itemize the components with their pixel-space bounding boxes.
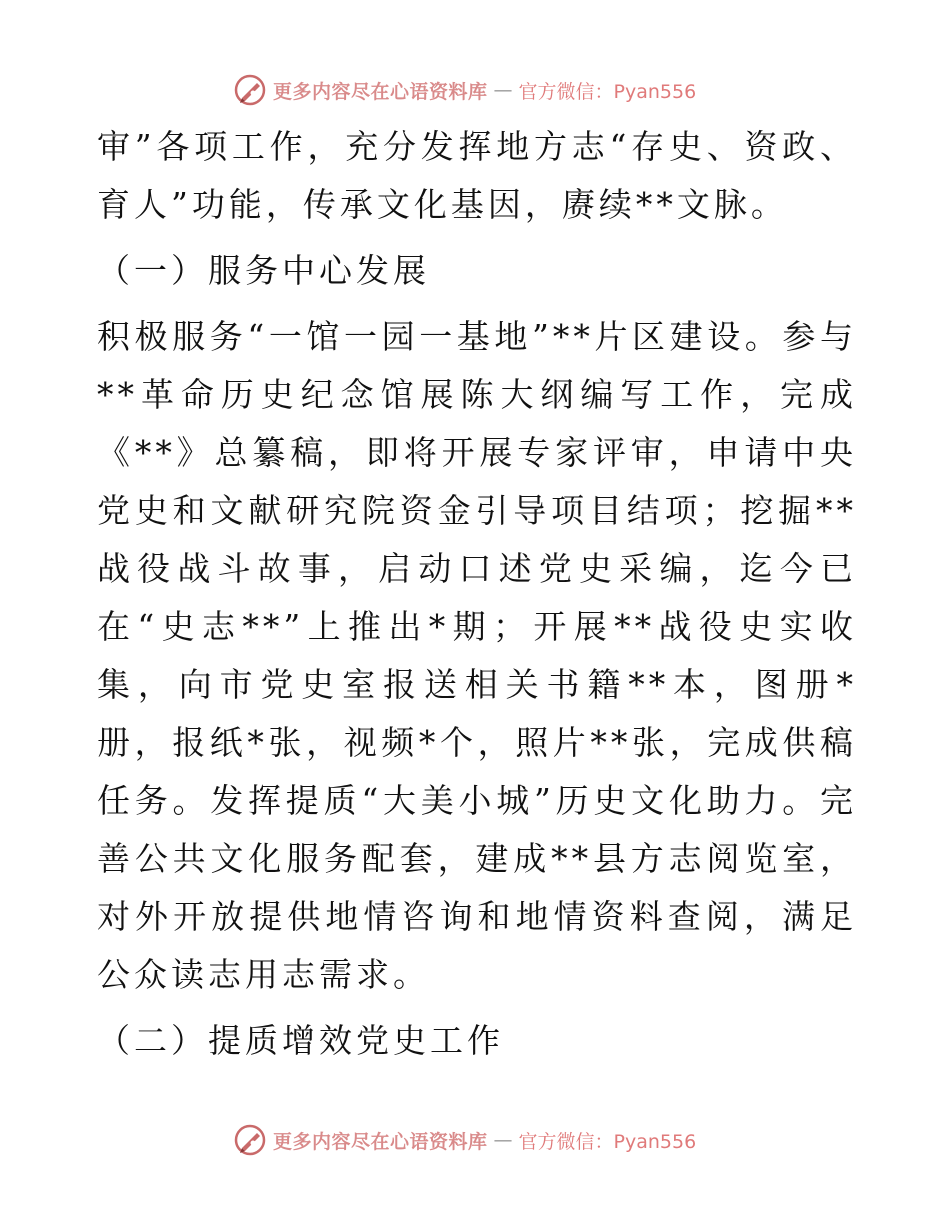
watermark-separator: — — [493, 79, 513, 101]
section-heading-1: （一）服务中心发展 — [97, 251, 430, 290]
paragraph-service: 积极服务“一馆一园一基地”**片区建设。参与**革命历史纪念馆展陈大纲编写工作，完成《**》总纂稿，即将开展专家评审，申请中央党史和文献研究院资金引导项目结项；挖掘**战役战斗故事，启动口述党史采编，迄今已在“史志**”上推出*期；开展**战役史实收集，向市党史室报送相关书籍**本，图册*册，报纸*张，视频*个，照片**张，完成供稿任务。发挥提质“大美小城”历史文化助力。完善公共文化服务配套，建成**县方志阅览室，对外开放提供地情咨询和地情资料查阅，满足公众读志用志需求。 — [97, 317, 857, 994]
watermark-wechat: 官方微信：Pyan556 — [518, 1130, 697, 1153]
watermark-wechat: 官方微信：Pyan556 — [518, 80, 697, 103]
pen-logo-icon — [233, 73, 267, 107]
paragraph-intro: 审”各项工作，充分发挥地方志“存史、资政、育人”功能，传承文化基因，赓续**文脉。 — [97, 127, 857, 224]
watermark-footer — [233, 1120, 753, 1160]
watermark-brand-text: 更多内容尽在心语资料库 — [273, 1130, 488, 1153]
watermark-separator: — — [493, 1129, 513, 1151]
watermark-brand-text: 更多内容尽在心语资料库 — [273, 80, 488, 103]
document-body — [97, 118, 857, 1070]
pen-logo-icon — [233, 1123, 267, 1157]
watermark-header — [233, 70, 753, 110]
section-heading-2: （二）提质增效党史工作 — [97, 1021, 504, 1060]
